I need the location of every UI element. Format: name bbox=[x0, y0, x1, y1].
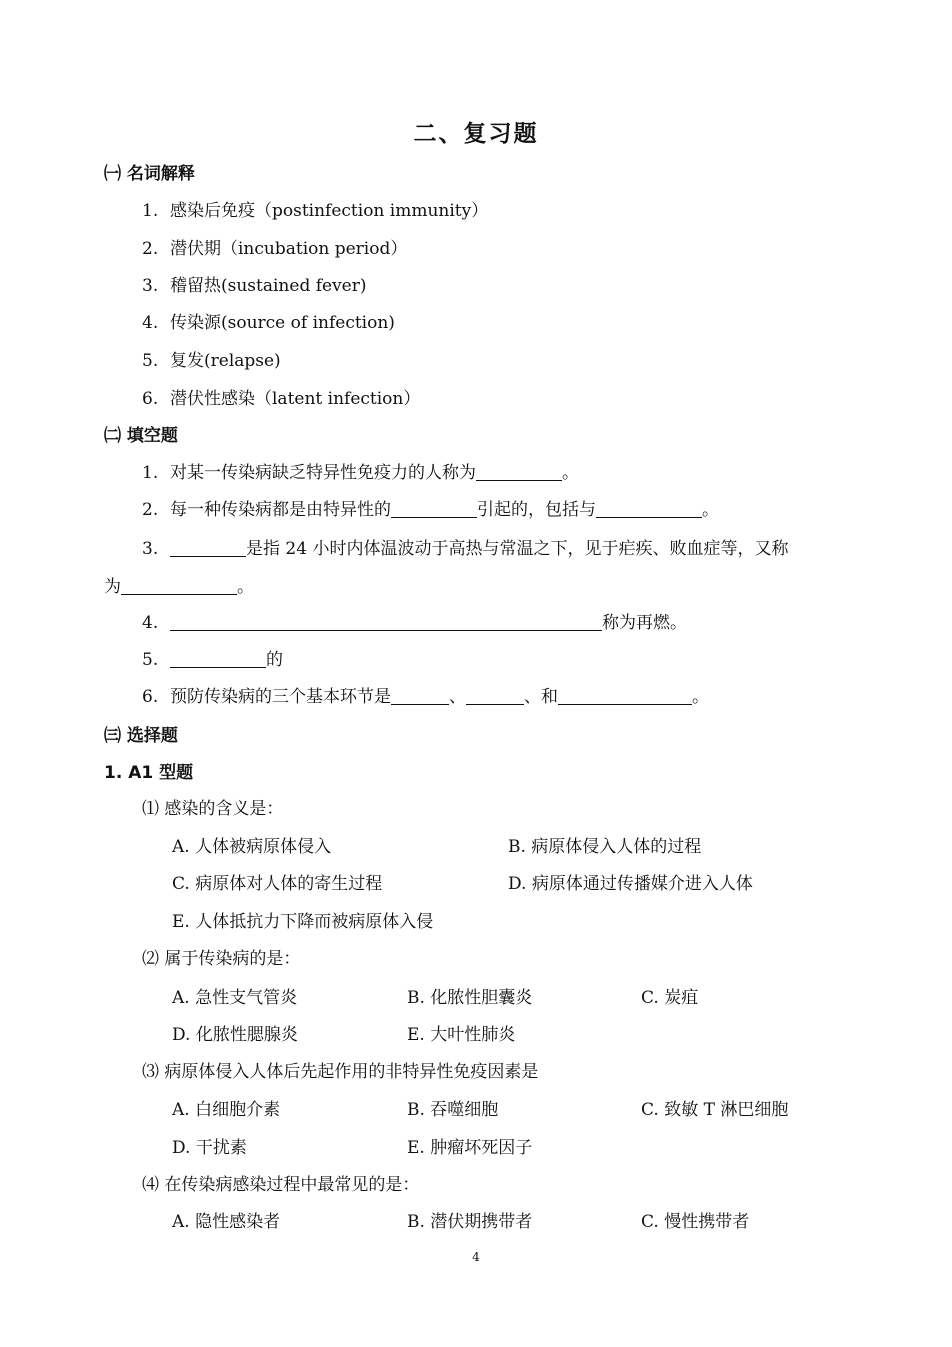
item-number: 1. bbox=[142, 463, 159, 483]
fill-question-5 bbox=[142, 648, 283, 672]
question-text: 对某一传染病缺乏特异性免疫力的人称为 bbox=[170, 463, 476, 483]
section-heading-fill-blank: ㈡ 填空题 bbox=[104, 426, 178, 446]
term-item bbox=[142, 274, 367, 298]
answer-option: C. 病原体对人体的寄生过程 bbox=[172, 874, 383, 894]
answer-blank bbox=[596, 499, 702, 518]
section-heading-definitions: ㈠ 名词解释 bbox=[104, 164, 195, 184]
question-stem: ⑷ 在传染病感染过程中最常见的是： bbox=[142, 1175, 420, 1195]
term-item bbox=[142, 199, 488, 223]
item-number: 6. bbox=[142, 389, 159, 409]
answer-option: D. 化脓性腮腺炎 bbox=[172, 1025, 298, 1045]
answer-blank bbox=[170, 538, 246, 557]
question-text: 。 bbox=[237, 577, 254, 597]
question-stem: ⑴ 感染的含义是： bbox=[142, 799, 284, 819]
page-title: 二、复习题 bbox=[413, 121, 539, 147]
question-text: 引起的，包括与 bbox=[477, 500, 596, 520]
answer-blank bbox=[391, 686, 449, 705]
question-text: 称为再燃。 bbox=[602, 613, 687, 633]
term-text: 感染后免疫（postinfection immunity） bbox=[170, 201, 489, 221]
answer-blank bbox=[476, 462, 562, 481]
answer-option: D. 干扰素 bbox=[172, 1138, 247, 1158]
fill-question-6 bbox=[142, 685, 709, 709]
item-number: 4. bbox=[142, 613, 159, 633]
item-number: 1. bbox=[142, 201, 159, 221]
term-item bbox=[142, 311, 395, 335]
answer-option: B. 病原体侵入人体的过程 bbox=[508, 837, 702, 857]
question-stem: ⑵ 属于传染病的是： bbox=[142, 949, 301, 969]
answer-blank bbox=[170, 612, 602, 631]
item-number: 5. bbox=[142, 351, 159, 371]
answer-blank bbox=[170, 649, 266, 668]
item-number: 6. bbox=[142, 687, 159, 707]
question-text: 每一种传染病都是由特异性的 bbox=[170, 500, 391, 520]
question-text: 、 bbox=[449, 687, 466, 707]
answer-option: A. 隐性感染者 bbox=[172, 1212, 281, 1232]
question-stem: ⑶ 病原体侵入人体后先起作用的非特异性免疫因素是 bbox=[142, 1062, 539, 1082]
answer-option: D. 病原体通过传播媒介进入人体 bbox=[508, 874, 753, 894]
section-heading-multiple-choice: ㈢ 选择题 bbox=[104, 726, 178, 746]
answer-option: A. 人体被病原体侵入 bbox=[172, 837, 332, 857]
answer-option: C. 致敏 T 淋巴细胞 bbox=[641, 1100, 789, 1120]
question-text: 为 bbox=[104, 577, 121, 597]
question-text: 。 bbox=[692, 687, 709, 707]
term-text: 复发(relapse) bbox=[170, 351, 281, 371]
term-text: 潜伏期（incubation period） bbox=[170, 239, 408, 259]
term-text: 传染源(source of infection) bbox=[170, 313, 395, 333]
fill-question-4 bbox=[142, 611, 687, 635]
question-text: 。 bbox=[702, 500, 719, 520]
answer-option: B. 吞噬细胞 bbox=[407, 1100, 499, 1120]
page-number: 4 bbox=[472, 1250, 480, 1264]
answer-option: E. 肿瘤坏死因子 bbox=[407, 1138, 533, 1158]
question-text: 是指 24 小时内体温波动于高热与常温之下，见于疟疾、败血症等，又称 bbox=[246, 539, 789, 559]
item-number: 3. bbox=[142, 539, 159, 559]
answer-blank bbox=[466, 686, 524, 705]
question-text: 、和 bbox=[524, 687, 558, 707]
item-number: 5. bbox=[142, 650, 159, 670]
fill-question-2 bbox=[142, 498, 719, 522]
item-number: 3. bbox=[142, 276, 159, 296]
answer-option: C. 慢性携带者 bbox=[641, 1212, 750, 1232]
term-item bbox=[142, 387, 420, 411]
term-text: 潜伏性感染（latent infection） bbox=[170, 389, 421, 409]
term-item bbox=[142, 237, 407, 261]
answer-blank bbox=[391, 499, 477, 518]
subsection-heading-a1: 1. A1 型题 bbox=[104, 763, 194, 783]
fill-question-1 bbox=[142, 461, 579, 485]
answer-blank bbox=[121, 576, 237, 595]
item-number: 2. bbox=[142, 500, 159, 520]
answer-blank bbox=[558, 686, 692, 705]
answer-option: B. 化脓性胆囊炎 bbox=[407, 988, 533, 1008]
term-text: 稽留热(sustained fever) bbox=[170, 276, 367, 296]
fill-question-3-continued bbox=[104, 575, 254, 599]
answer-option: A. 白细胞介素 bbox=[172, 1100, 281, 1120]
question-text: 的 bbox=[266, 650, 283, 670]
answer-option: E. 人体抵抗力下降而被病原体入侵 bbox=[172, 912, 434, 932]
item-number: 2. bbox=[142, 239, 159, 259]
answer-option: C. 炭疽 bbox=[641, 988, 699, 1008]
question-text: 。 bbox=[562, 463, 579, 483]
answer-option: E. 大叶性肺炎 bbox=[407, 1025, 516, 1045]
question-text: 预防传染病的三个基本环节是 bbox=[170, 687, 391, 707]
answer-option: A. 急性支气管炎 bbox=[172, 988, 298, 1008]
answer-option: B. 潜伏期携带者 bbox=[407, 1212, 533, 1232]
item-number: 4. bbox=[142, 313, 159, 333]
fill-question-3 bbox=[142, 537, 788, 561]
term-item bbox=[142, 349, 281, 373]
